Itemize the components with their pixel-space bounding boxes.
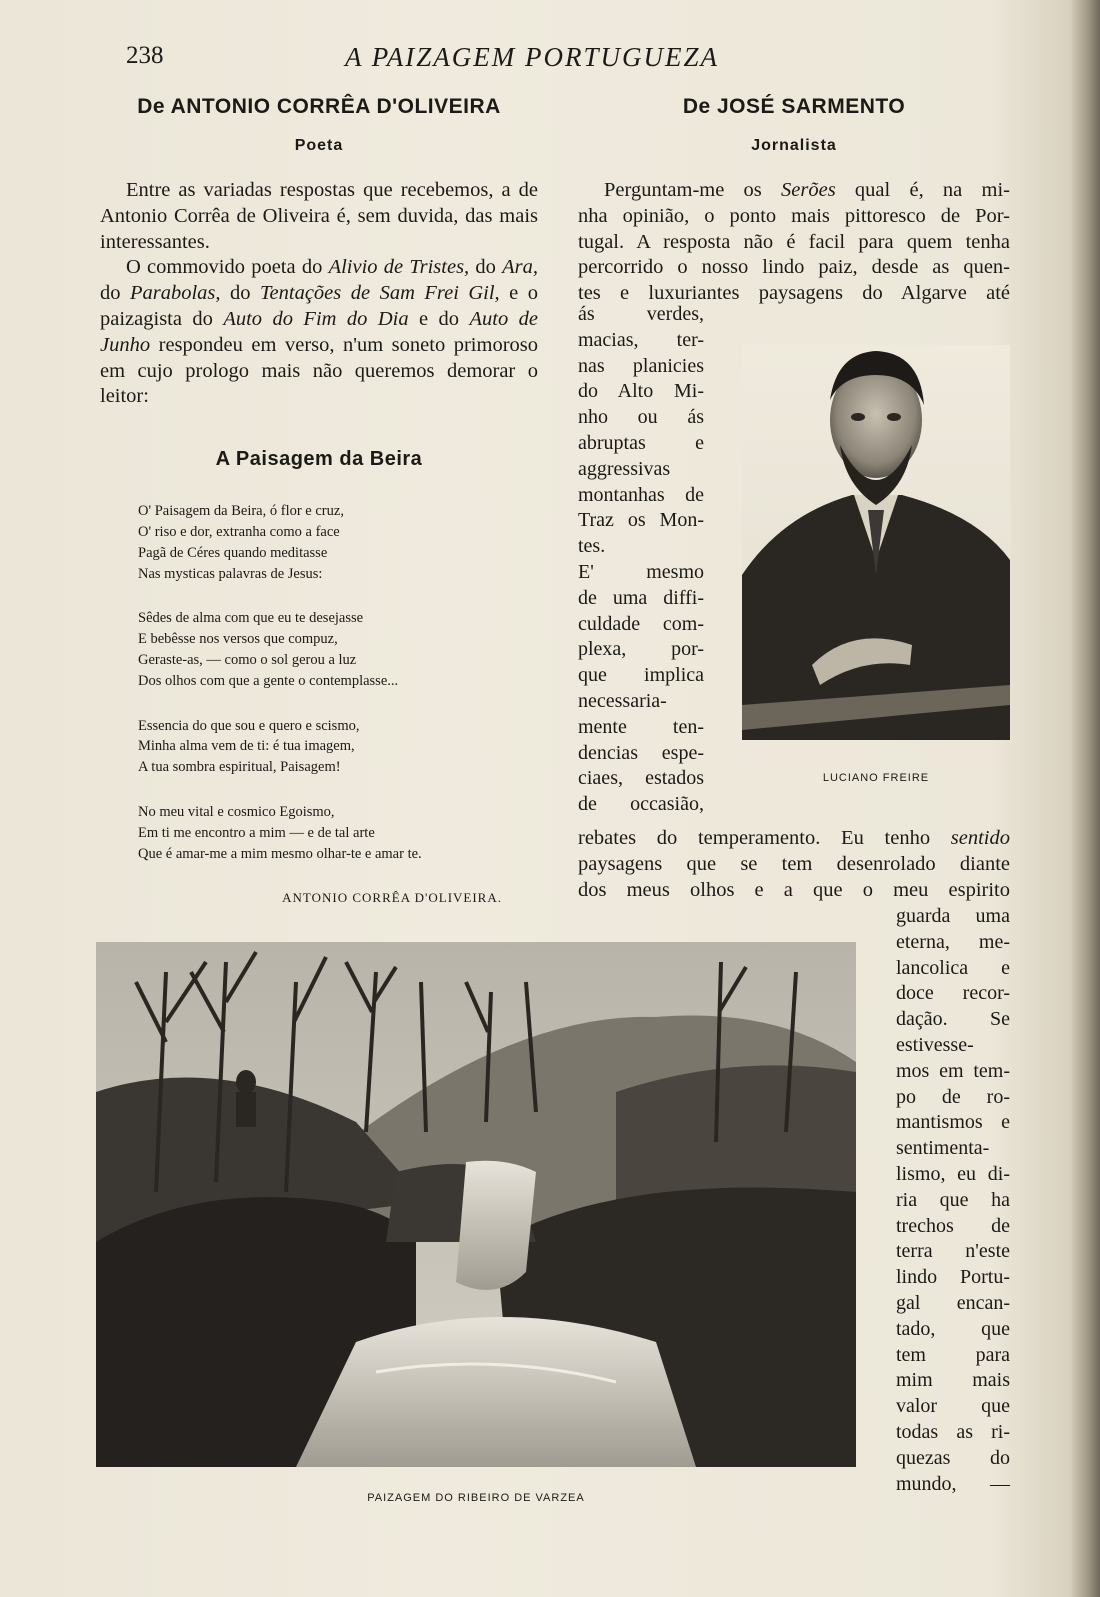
text-line: abruptas e — [578, 431, 704, 454]
text-line: ás verdes, — [578, 303, 704, 325]
text-line: de uma diffi- — [578, 586, 704, 609]
text-line: Traz os Mon- — [578, 509, 704, 532]
text-line: dencias espe- — [578, 741, 704, 764]
left-column — [100, 92, 538, 909]
poem-stanza — [138, 716, 538, 778]
text-line: nho ou ás — [578, 406, 704, 429]
text-line: tado, que — [896, 1317, 1010, 1340]
narrow-bottom-text-block — [896, 904, 1010, 1497]
waterfall-illustration — [96, 942, 856, 1467]
text-line: montanhas de — [578, 483, 704, 506]
text-line: ciaes, estados — [578, 767, 704, 790]
text-line: dação. Se — [896, 1008, 1010, 1031]
text-line: que implica — [578, 664, 704, 687]
poem-line: Que é amar-me a mim mesmo olhar-te e amar te. — [138, 845, 422, 862]
text-line: mente ten- — [578, 715, 704, 738]
poem-line: Dos olhos com que a gente o contemplasse... — [138, 672, 399, 689]
right-column — [578, 92, 1010, 307]
poem-line: Nas mysticas palavras de Jesus: — [138, 565, 323, 582]
text-line: mos em tem- — [896, 1059, 1010, 1082]
text-line: trechos de — [896, 1214, 1010, 1237]
intro-paragraph-1: Entre as variadas respostas que recebemos, a de Antonio Corrêa de Oliveira é, sem duvida, das mais interessantes. — [100, 179, 538, 253]
text-line: valor que — [896, 1395, 1010, 1418]
text-line: tugal. A resposta não é facil para quem tenha — [578, 230, 1010, 253]
intro-text — [100, 178, 538, 410]
text-line: rebates do temperamento. Eu tenho sentido — [578, 827, 1010, 849]
text-line: Perguntam-me os Serões qual é, na mi- — [604, 179, 1010, 201]
text-line: po de ro- — [896, 1085, 1010, 1108]
page-number: 238 — [126, 42, 164, 69]
poem-line: Minha alma vem de ti: é tua imagem, — [138, 738, 355, 755]
text-line: plexa, por- — [578, 638, 704, 661]
poem-title: A Paisagem da Beira — [215, 448, 423, 471]
text-line: guarda uma — [896, 905, 1010, 927]
poem-stanza — [138, 802, 538, 864]
poem-line: O' Paisagem da Beira, ó flor e cruz, — [138, 503, 344, 520]
text-line: E' mesmo — [578, 560, 704, 583]
text-line: de occasião, — [578, 793, 704, 816]
poem — [138, 501, 538, 909]
poem-line: O' riso e dor, extranha como a face — [138, 523, 340, 540]
poem-line: No meu vital e cosmico Egoismo, — [138, 803, 335, 820]
text-line: ria que ha — [896, 1188, 1010, 1211]
text-line: paysagens que se tem desenrolado diante — [578, 852, 1010, 875]
text-line: mim mais — [896, 1369, 1010, 1392]
text-line: aggressivas — [578, 457, 671, 480]
text-line: macias, ter- — [578, 328, 704, 351]
text-line: dos meus olhos e a que o meu espirito — [578, 878, 1010, 901]
page-header — [0, 42, 1100, 82]
poem-stanza — [138, 608, 538, 691]
poem-line: Geraste-as, — como o sol gerou a luz — [138, 651, 357, 668]
text-line: sentimenta- — [896, 1137, 990, 1160]
text-line: mundo, — — [896, 1472, 1010, 1495]
text-line: nha opinião, o ponto mais pittoresco de Por- — [578, 204, 1010, 227]
portrait-photo — [742, 345, 1010, 740]
text-line: doce recor- — [896, 982, 1010, 1005]
author-role-jornalista: Jornalista — [751, 137, 837, 154]
text-line: todas as ri- — [896, 1420, 1010, 1443]
waterfall-photo — [96, 942, 856, 1467]
text-line: eterna, me- — [896, 930, 1010, 953]
text-line: culdade com- — [578, 612, 704, 635]
page-edge — [1072, 0, 1100, 1597]
text-line: do Alto Mi- — [578, 380, 704, 403]
sarmento-intro — [578, 178, 1010, 307]
text-line: nas planicies — [578, 354, 704, 377]
text-line: tem para — [896, 1343, 1010, 1366]
poem-line: Essencia do que sou e quero e scismo, — [138, 717, 360, 734]
author-heading-sarmento: De JOSÉ SARMENTO — [682, 95, 906, 118]
text-line: necessaria- — [578, 689, 667, 712]
text-line: percorrido o nosso lindo paiz, desde as quen- — [578, 256, 1010, 279]
author-heading-oliveira: De ANTONIO CORRÊA D'OLIVEIRA — [137, 95, 501, 118]
narrow-text-block — [578, 302, 704, 818]
poem-line: E bebêsse nos versos que compuz, — [138, 631, 338, 648]
running-title: A PAIZAGEM PORTUGUEZA — [345, 42, 719, 72]
text-line: quezas do — [896, 1446, 1010, 1469]
text-line: tes e luxuriantes paysagens do Algarve até — [578, 282, 1010, 305]
author-role-poeta: Poeta — [294, 137, 344, 154]
text-line: tes. — [578, 535, 606, 558]
text-line: lindo Portu- — [896, 1266, 1010, 1289]
poem-line: Em ti me encontro a mim — e de tal arte — [138, 824, 375, 841]
text-line: estivesse- — [896, 1033, 974, 1056]
poem-line: Sêdes de alma com que eu te desejasse — [138, 610, 364, 627]
poem-line: A tua sombra espiritual, Paisagem! — [138, 759, 341, 776]
text-line: lancolica e — [896, 956, 1010, 979]
intro-paragraph-2: O commovido poeta do Alivio de Tristes, do Ara, do Parabolas, do Tentações de Sam Frei Gil, e o paizagista do Auto do Fim do Dia e do Auto de Junho respondeu em verso, n'um soneto primoroso em cujo prologo mais não queremos demorar o leitor: — [100, 256, 539, 408]
poem-line: Pagã de Céres quando meditasse — [138, 544, 328, 561]
poem-signature: ANTONIO CORRÊA D'OLIVEIRA. — [282, 890, 502, 906]
waterfall-caption: PAIZAGEM DO RIBEIRO DE VARZEA — [367, 1492, 585, 1504]
text-line: gal encan- — [896, 1291, 1010, 1314]
portrait-caption: LUCIANO FREIRE — [822, 772, 930, 784]
text-line: mantismos e — [896, 1111, 1010, 1134]
portrait-figure — [742, 345, 1010, 740]
text-line: lismo, eu di- — [896, 1162, 1010, 1185]
text-line: terra n'este — [896, 1240, 1010, 1263]
full-width-text-block — [578, 826, 1010, 903]
poem-stanza — [138, 501, 538, 584]
